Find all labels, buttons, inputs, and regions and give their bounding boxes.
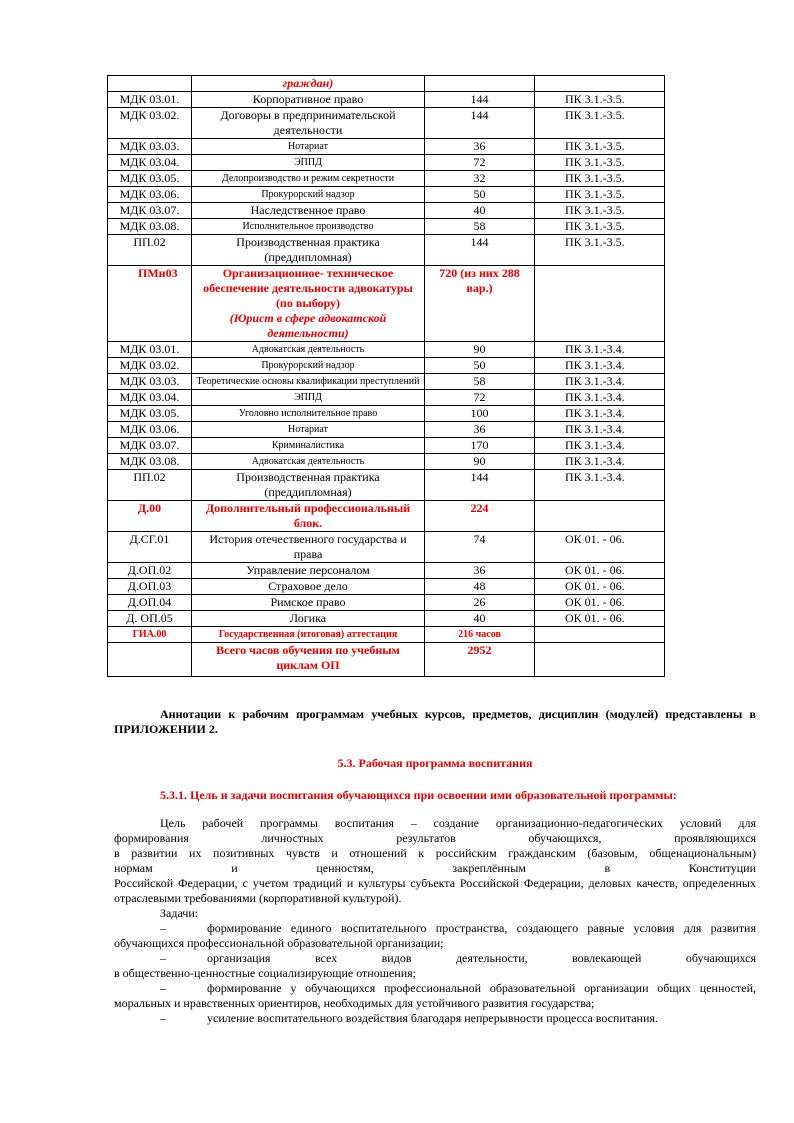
table-cell-name: Делопроизводство и режим секретности: [192, 171, 425, 187]
table-cell-hours: 144: [425, 235, 535, 266]
table-cell-name: Логика: [192, 611, 425, 627]
table-cell-hours: 58: [425, 219, 535, 235]
table-cell-code: МДК 03.05.: [108, 406, 192, 422]
goal-line: формирования личностных результатов обучающихся, проявляющихся: [114, 831, 756, 845]
table-cell-name: [192, 266, 425, 342]
table-row: [108, 108, 665, 139]
table-cell-competence: [535, 501, 665, 532]
table-cell-hours: 74: [425, 532, 535, 563]
table-cell-name: Прокурорский надзор: [192, 187, 425, 203]
dash-marker: –: [160, 921, 166, 935]
table-row: [108, 454, 665, 470]
table-cell-code: МДК 03.08.: [108, 454, 192, 470]
table-cell-code: ПП.02: [108, 235, 192, 266]
table-cell-code: МДК 03.06.: [108, 187, 192, 203]
table-cell-hours: 72: [425, 390, 535, 406]
table-cell-competence: ОК 01. - 06.: [535, 611, 665, 627]
task-item: – организация всех видов деятельности, вовлекающей обучающихся: [160, 951, 756, 965]
table-row: [108, 563, 665, 579]
table-cell-name: Нотариат: [192, 139, 425, 155]
table-cell-competence: ПК 3.1.-3.4.: [535, 342, 665, 358]
table-row: [108, 595, 665, 611]
subsection-title: 5.3.1. Цель и задачи воспитания обучающихся при освоении ими образовательной программы:: [160, 788, 677, 802]
table-row: [108, 139, 665, 155]
table-cell-code: МДК 03.02.: [108, 358, 192, 374]
table-cell-competence: ПК 3.1.-3.5.: [535, 235, 665, 266]
table-cell-code: Д.ОП.03: [108, 579, 192, 595]
table-cell-name: Адвокатская деятельность: [192, 454, 425, 470]
table-row-gia: [108, 627, 665, 643]
module-subtitle: (Юрист в сфере адвокатской деятельности): [229, 311, 387, 340]
table-cell-code: МДК 03.07.: [108, 438, 192, 454]
table-cell-name: История отечественного государства и права: [192, 532, 425, 563]
table-cell-competence: ПК 3.1.-3.5.: [535, 203, 665, 219]
table-row: [108, 155, 665, 171]
table-cell-competence: ПК 3.1.-3.5.: [535, 219, 665, 235]
dash-marker: –: [160, 951, 166, 965]
table-row: [108, 235, 665, 266]
table-cell-competence: ПК 3.1.-3.5.: [535, 108, 665, 139]
table-cell-name: Наследственное право: [192, 203, 425, 219]
table-row: [108, 406, 665, 422]
table-cell-hours: 40: [425, 611, 535, 627]
table-cell-competence: ПК 3.1.-3.4.: [535, 358, 665, 374]
task-item: – формирование единого воспитательного пространства, создающего равные условия для развития обучающихся профессиональной образовательной организации;: [114, 921, 756, 950]
table-cell-name: Адвокатская деятельность: [192, 342, 425, 358]
table-cell-code: Д.СГ.01: [108, 532, 192, 563]
table-cell-hours: 48: [425, 579, 535, 595]
table-cell-code: Д.ОП.04: [108, 595, 192, 611]
table-cell-competence: ОК 01. - 06.: [535, 563, 665, 579]
table-cell-hours: 216 часов: [425, 627, 535, 643]
table-cell-code: Д.ОП.02: [108, 563, 192, 579]
table-row: [108, 422, 665, 438]
table-cell-competence: ПК 3.1.-3.4.: [535, 422, 665, 438]
module-title: Организационное- техническое обеспечение деятельности адвокатуры (по выбору): [203, 266, 413, 310]
tasks-label: Задачи:: [160, 906, 199, 920]
table-cell-code: МДК 03.04.: [108, 390, 192, 406]
table-cell-name: Государственная (итоговая) аттестация: [192, 627, 425, 643]
goal-line: Цель рабочей программы воспитания – создание организационно-педагогических условий для: [160, 816, 756, 830]
table-row-total: [108, 643, 665, 677]
goal-line: в развитии их позитивных чувств и отношений к российским гражданским (базовым, общенациональным): [114, 846, 756, 860]
table-cell-name: Договоры в предпринимательской деятельности: [192, 108, 425, 139]
table-cell-name: Уголовно исполнительное право: [192, 406, 425, 422]
table-cell-hours: 26: [425, 595, 535, 611]
table-cell-competence: ПК 3.1.-3.5.: [535, 155, 665, 171]
table-cell-code: Д.00: [108, 501, 192, 532]
table-row: [108, 374, 665, 390]
dash-marker: –: [160, 981, 166, 995]
goal-line: Российской Федерации, с учетом традиций и культуры субъекта Российской Федерации, деловых качеств, определенных отраслевыми требованиями (корпоративной культурой).: [114, 876, 756, 905]
table-cell-competence: ОК 01. - 06.: [535, 532, 665, 563]
table-cell-competence: ПК 3.1.-3.4.: [535, 390, 665, 406]
table-cell-competence: ПК 3.1.-3.5.: [535, 171, 665, 187]
section-title: 5.3. Рабочая программа воспитания: [337, 756, 533, 770]
table-cell-name: Всего часов обучения по учебным циклам ОП: [192, 643, 425, 677]
annotation-paragraph: Аннотации к рабочим программам учебных курсов, предметов, дисциплин (модулей) представлены в ПРИЛОЖЕНИИ 2.: [114, 707, 756, 736]
table-cell-name: Дополнительный профессиональный блок.: [192, 501, 425, 532]
table-cell-hours: 90: [425, 454, 535, 470]
table-cell-code: МДК 03.06.: [108, 422, 192, 438]
table-row: [108, 76, 665, 92]
table-cell-code: ПМн03: [108, 266, 192, 342]
table-cell-competence: ПК 3.1.-3.4.: [535, 470, 665, 501]
table-cell-code: МДК 03.08.: [108, 219, 192, 235]
table-row: [108, 470, 665, 501]
goal-line: нормам и ценностям, закреплённым в Конституции: [114, 861, 756, 875]
table-row: [108, 358, 665, 374]
table-cell-name: Исполнительное производство: [192, 219, 425, 235]
table-cell-hours: 224: [425, 501, 535, 532]
table-cell-name: Страховое дело: [192, 579, 425, 595]
table-cell-competence: ОК 01. - 06.: [535, 595, 665, 611]
task-item: – формирование у обучающихся профессиональной образовательной организации общих ценностей, моральных и нравственных ориентиров, необходимых для устойчивого развития государства;: [114, 981, 756, 1010]
table-row: [108, 579, 665, 595]
table-cell-competence: ПК 3.1.-3.4.: [535, 438, 665, 454]
table-cell-name: ЭППД: [192, 390, 425, 406]
table-cell-code: МДК 03.01.: [108, 342, 192, 358]
table-cell-hours: 100: [425, 406, 535, 422]
table-cell-name: граждан): [192, 76, 425, 92]
table-row: [108, 187, 665, 203]
table-row-module: [108, 266, 665, 342]
table-cell-competence: [535, 627, 665, 643]
table-cell-name: Теоретические основы квалификации преступлений: [192, 374, 425, 390]
table-cell-name: Производственная практика (преддипломная): [192, 470, 425, 501]
table-cell-code: МДК 03.04.: [108, 155, 192, 171]
task-item-continuation: в общественно-ценностные социализирующие отношения;: [114, 966, 416, 980]
table-cell-competence: [535, 266, 665, 342]
table-cell-code: МДК 03.05.: [108, 171, 192, 187]
table-cell-hours: 90: [425, 342, 535, 358]
table-row: [108, 390, 665, 406]
table-cell-hours: 2952: [425, 643, 535, 677]
curriculum-table: [107, 75, 665, 677]
table-cell-hours: 36: [425, 563, 535, 579]
table-cell-hours: 720 (из них 288 вар.): [425, 266, 535, 342]
table-cell-competence: ОК 01. - 06.: [535, 579, 665, 595]
table-cell-code: ГИА.00: [108, 627, 192, 643]
table-cell-code: МДК 03.07.: [108, 203, 192, 219]
table-cell-name: Корпоративное право: [192, 92, 425, 108]
table-cell-hours: 170: [425, 438, 535, 454]
table-cell-hours: 32: [425, 171, 535, 187]
table-cell-hours: 58: [425, 374, 535, 390]
table-cell-name: Управление персоналом: [192, 563, 425, 579]
table-row: [108, 171, 665, 187]
table-cell-hours: 36: [425, 139, 535, 155]
table-cell-hours: 144: [425, 108, 535, 139]
table-cell-hours: 144: [425, 92, 535, 108]
table-cell-hours: 36: [425, 422, 535, 438]
table-cell-hours: 40: [425, 203, 535, 219]
dash-marker: –: [160, 1011, 166, 1025]
table-cell-competence: [535, 643, 665, 677]
table-cell-competence: ПК 3.1.-3.4.: [535, 374, 665, 390]
table-row: [108, 203, 665, 219]
table-cell-code: МДК 03.03.: [108, 139, 192, 155]
task-item: – усиление воспитательного воздействия благодаря непрерывности процесса воспитания.: [160, 1011, 658, 1025]
table-row: [108, 342, 665, 358]
table-cell-competence: ПК 3.1.-3.5.: [535, 139, 665, 155]
table-cell-name: ЭППД: [192, 155, 425, 171]
table-row: [108, 532, 665, 563]
table-row: [108, 611, 665, 627]
table-row: [108, 219, 665, 235]
table-cell-code: МДК 03.02.: [108, 108, 192, 139]
table-row-block: [108, 501, 665, 532]
table-cell-name: Криминалистика: [192, 438, 425, 454]
table-cell-name: Римское право: [192, 595, 425, 611]
table-cell-competence: ПК 3.1.-3.4.: [535, 406, 665, 422]
table-cell-name: Прокурорский надзор: [192, 358, 425, 374]
table-cell-hours: 50: [425, 358, 535, 374]
table-cell-code: Д. ОП.05: [108, 611, 192, 627]
table-cell-hours: 144: [425, 470, 535, 501]
goal-paragraph: [114, 816, 756, 1026]
table-cell-code: ПП.02: [108, 470, 192, 501]
table-cell-competence: ПК 3.1.-3.5.: [535, 187, 665, 203]
table-cell-competence: ПК 3.1.-3.4.: [535, 454, 665, 470]
table-row: [108, 438, 665, 454]
table-cell-name: Нотариат: [192, 422, 425, 438]
table-cell-code: МДК 03.01.: [108, 92, 192, 108]
table-cell-hours: 72: [425, 155, 535, 171]
table-cell-code: МДК 03.03.: [108, 374, 192, 390]
table-cell-competence: ПК 3.1.-3.5.: [535, 92, 665, 108]
table-cell-name: Производственная практика (преддипломная): [192, 235, 425, 266]
table-cell-hours: 50: [425, 187, 535, 203]
table-cell-code: [108, 643, 192, 677]
table-row: [108, 92, 665, 108]
